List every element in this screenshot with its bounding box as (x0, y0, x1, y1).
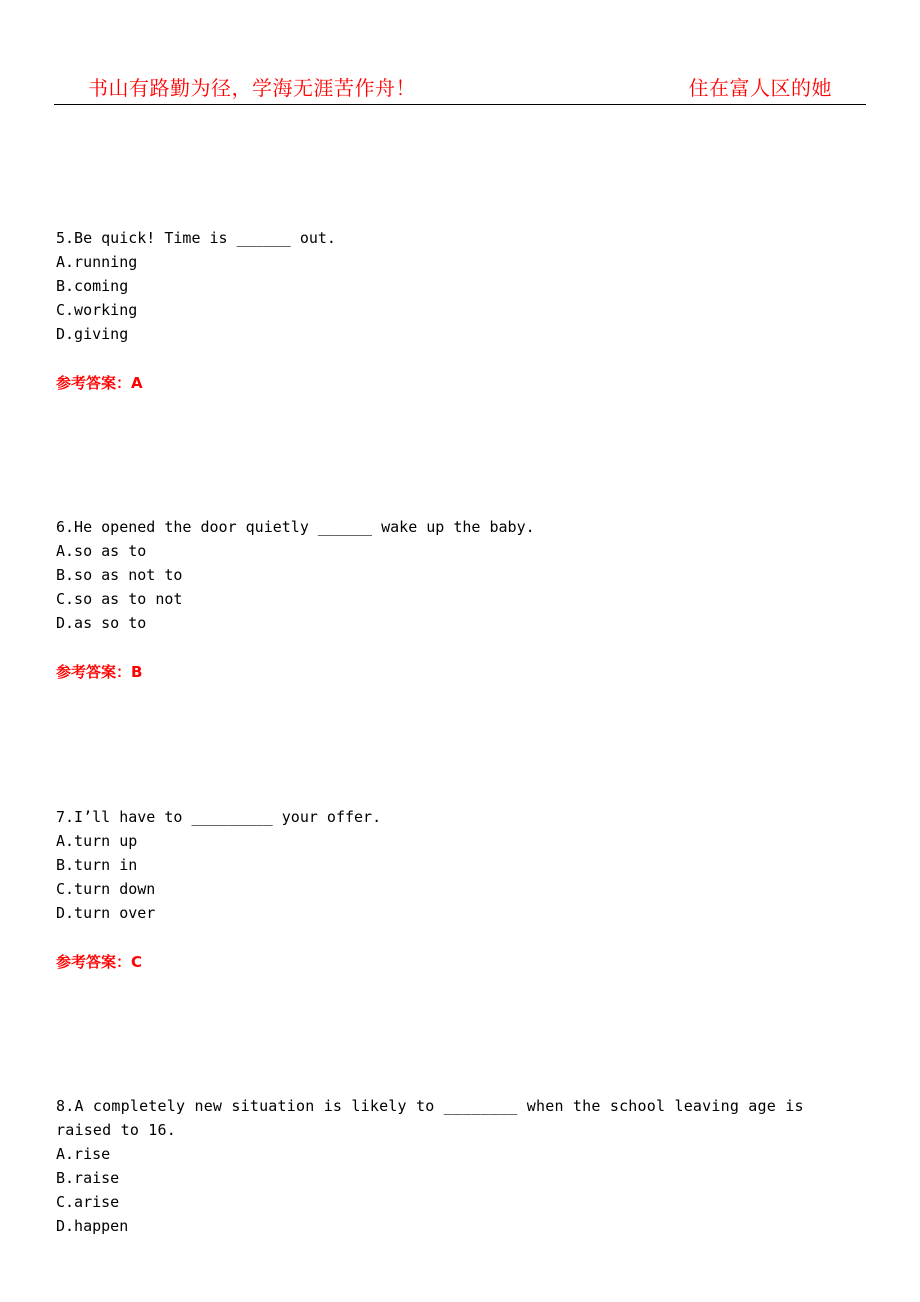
option-c: C.arise (56, 1193, 120, 1211)
question-7 (56, 805, 868, 925)
question-stem: 6.He opened the door quietly ______ wake up the baby. (56, 518, 535, 536)
question-stem: 7.I’ll have to _________ your offer. (56, 808, 382, 826)
option-d: D.as so to (56, 614, 147, 632)
option-a: A.turn up (56, 832, 138, 850)
option-c: C.turn down (56, 880, 156, 898)
answer-6: 参考答案：B (56, 663, 143, 681)
answer-5: 参考答案：A (56, 374, 143, 392)
question-5 (56, 226, 868, 346)
header-author: 住在富人区的她 (688, 76, 832, 100)
answer-7: 参考答案：C (56, 953, 143, 971)
option-c: C.so as to not (56, 590, 183, 608)
option-b: B.turn in (56, 856, 138, 874)
option-b: B.raise (56, 1169, 120, 1187)
option-a: A.rise (56, 1145, 111, 1163)
header-motto: 书山有路勤为径，学海无涯苦作舟！ (88, 76, 416, 100)
question-6 (56, 515, 868, 635)
option-a: A.running (56, 253, 138, 271)
option-a: A.so as to (56, 542, 147, 560)
option-b: B.coming (56, 277, 129, 295)
question-8 (56, 1094, 868, 1238)
option-d: D.turn over (56, 904, 156, 922)
option-c: C.working (56, 301, 138, 319)
option-d: D.happen (56, 1217, 129, 1235)
question-stem: 5.Be quick! Time is ______ out. (56, 229, 336, 247)
question-stem: 8.A completely new situation is likely to ________ when the school leaving age is raised to 16. (56, 1097, 804, 1139)
option-b: B.so as not to (56, 566, 183, 584)
page-header (54, 68, 866, 105)
option-d: D.giving (56, 325, 129, 343)
